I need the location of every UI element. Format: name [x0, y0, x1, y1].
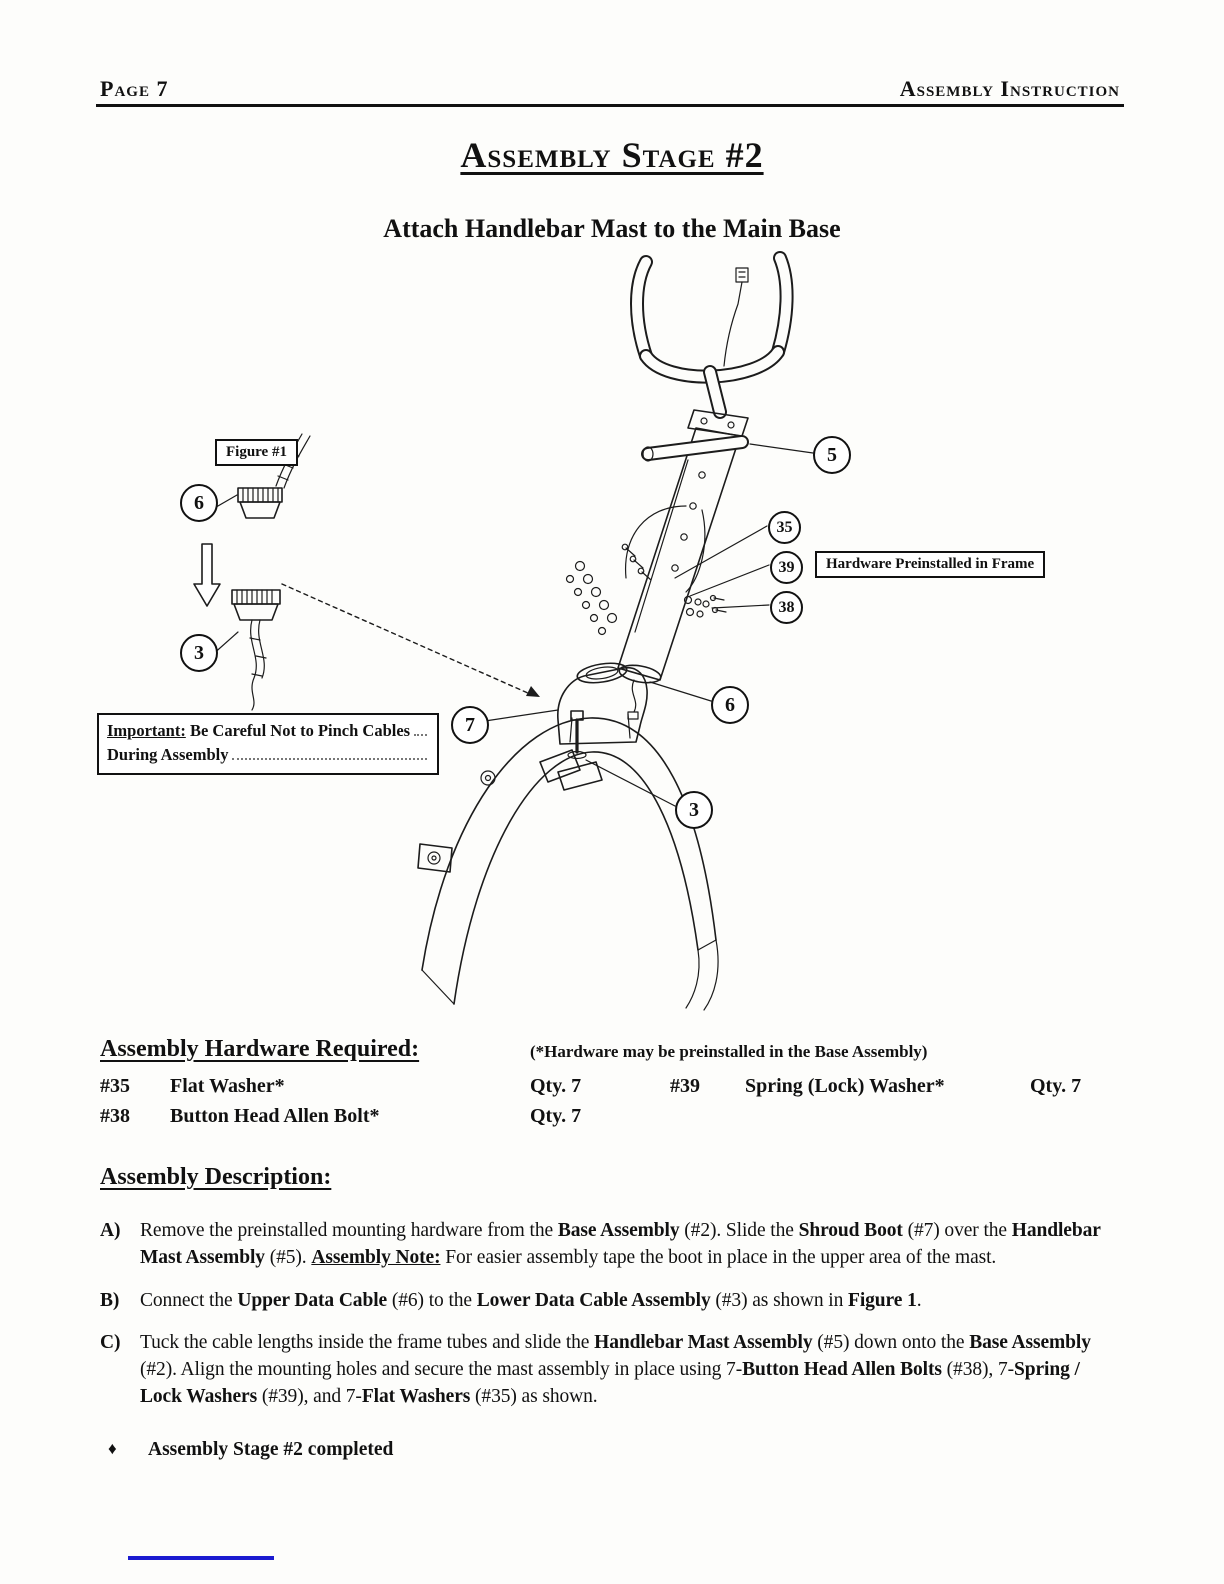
step-text: Tuck the cable lengths inside the frame tubes and slide the Handlebar Mast Assembly (#5) down onto the Base Assembly (#2). Align the mounting holes and secure the mast assembly in place using 7-Button Head Allen Bolts (#38), 7-Spring / Lock Washers (#39), and 7-Flat Washers (#35) as shown. — [140, 1331, 1091, 1408]
part-number: #38 — [100, 1105, 130, 1127]
callout-3-left: 3 — [180, 634, 218, 672]
description-heading: Assembly Description: — [100, 1164, 332, 1190]
doc-title: Assembly Instruction — [899, 76, 1120, 101]
page-header — [100, 76, 1120, 102]
description-step-b — [100, 1287, 1126, 1314]
part-name: Button Head Allen Bolt* — [170, 1105, 380, 1127]
callout-7: 7 — [451, 706, 489, 744]
assembly-description-section — [100, 1164, 1126, 1461]
step-text: Connect the Upper Data Cable (#6) to the Lower Data Cable Assembly (#3) as shown in Figure 1. — [140, 1289, 922, 1311]
assembly-illustration — [90, 248, 1130, 1026]
dotted-leader — [414, 734, 427, 736]
callout-6-left: 6 — [180, 484, 218, 522]
part-qty: Qty. 7 — [1030, 1075, 1082, 1097]
callout-5: 5 — [813, 436, 851, 474]
part-name: Spring (Lock) Washer* — [745, 1075, 945, 1097]
description-step-a — [100, 1217, 1126, 1272]
assembly-figure — [90, 248, 1130, 1026]
part-name: Flat Washer* — [170, 1075, 285, 1097]
stage-title: Assembly Stage #2 — [460, 135, 764, 175]
hardware-required-section — [100, 1036, 1124, 1128]
stage-subtitle: Attach Handlebar Mast to the Main Base — [383, 214, 841, 243]
important-text-2: During Assembly — [107, 744, 229, 764]
important-note — [97, 713, 439, 775]
step-label: C) — [100, 1331, 121, 1353]
description-step-c — [100, 1329, 1126, 1411]
step-label: A) — [100, 1220, 121, 1241]
figure-label: Figure #1 — [215, 439, 298, 466]
footer-artifact-line — [128, 1556, 274, 1560]
page-number: Page 7 — [100, 76, 169, 101]
dotted-leader — [232, 758, 427, 760]
part-qty: Qty. 7 — [530, 1075, 582, 1097]
hardware-preinstalled-label: Hardware Preinstalled in Frame — [815, 551, 1045, 578]
stage-completed-text: Assembly Stage #2 completed — [148, 1438, 394, 1460]
part-number: #39 — [670, 1075, 700, 1097]
part-number: #35 — [100, 1075, 130, 1097]
diamond-bullet-icon: ♦ — [108, 1438, 117, 1458]
header-rule — [96, 104, 1124, 107]
callout-6-right: 6 — [711, 686, 749, 724]
step-label: B) — [100, 1289, 120, 1311]
stage-completed-row — [100, 1439, 1126, 1461]
step-text: Remove the preinstalled mounting hardware from the Base Assembly (#2). Slide the Shroud Boot (#7) over the Handlebar Mast Assembly (#5). Assembly Note: For easier assembly tape the boot in place in the upper area of the mast. — [140, 1220, 1101, 1269]
callout-38: 38 — [770, 591, 803, 624]
important-keyword: Important: — [107, 721, 186, 740]
important-text-1: Be Careful Not to Pinch Cables — [185, 721, 411, 740]
callout-35: 35 — [768, 511, 801, 544]
callout-3-bottom: 3 — [675, 791, 713, 829]
part-qty: Qty. 7 — [530, 1105, 582, 1127]
hardware-table — [100, 1075, 1124, 1128]
callout-39: 39 — [770, 551, 803, 584]
hardware-heading: Assembly Hardware Required: — [100, 1036, 420, 1062]
hardware-note: (*Hardware may be preinstalled in the Base Assembly) — [530, 1042, 928, 1061]
